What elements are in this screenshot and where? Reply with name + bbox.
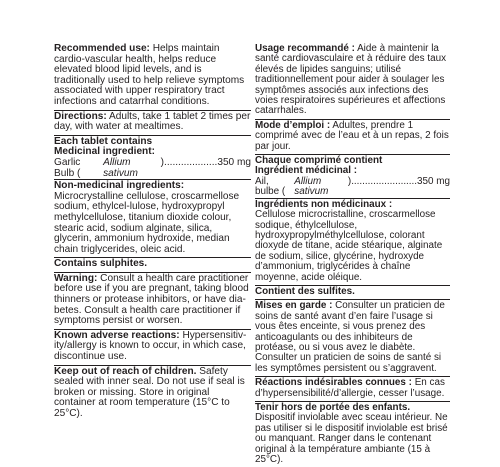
medicinal-ingredient-heading: Medicinal ingredient:	[54, 146, 155, 158]
french-column	[255, 44, 450, 467]
contient-sulfites: Contient des sulfites.	[255, 285, 355, 297]
ingredients-non-medicinaux-heading: Ingrédients non médicinaux :	[255, 198, 393, 210]
mises-en-garde: Mises en garde : Consulter un praticien de soins de santé avant d’en faire l’usage si vous êtes enceinte, si vous prenez des anticoagulants ou des inhibiteurs de protéase, ou si vous avez le diabète. Consulter un praticien de soins de santé si les symptômes persistent ou s’aggravent.	[255, 300, 445, 374]
chaque-comprime-heading: Chaque comprimé contient	[255, 155, 383, 167]
ingredient-medicinal-line: Ail, bulbe ( Allium sativum ) ........................ 350 mg	[255, 175, 450, 198]
ingredients-non-medicinaux: Cellulose microcristalline, croscarmellose sodique, éthylcellulose, hydroxypropylméthylcellulose, colorant dioxyde de titane, acide stéarique, alginate de sodium, silice, glycérine, hydroxyde d’ammonium, triglycérides à chaîne moyenne, acide oléique.	[255, 209, 443, 283]
recommended-use: Recommended use: Helps maintain cardio-vascular health, helps reduce elevated blood lipid levels, and is traditionally used to help relieve symptoms associated with upper respiratory tract infections and catarrhal conditions.	[54, 43, 245, 107]
keep-out-of-reach: Keep out of reach of children. Safety sealed with inner seal. Do not use if seal is broken or missing. Store in original container at room temperature (15°C to 25°C).	[54, 365, 245, 419]
mode-emploi: Mode d’emploi : Adultes, prendre 1 comprimé avec de l’eau et à un repas, 2 fois par jour.	[255, 119, 449, 152]
tenir-hors-portee: Tenir hors de portée des enfants. Dispositif inviolable avec sceau intérieur. Ne pas utiliser si le dispositif inviolable est brisé ou manquant. Ranger dans le contenant original à la température ambiante (15 à 25°C).	[255, 402, 448, 466]
usage-recommande: Usage recommandé : Aide à maintenir la santé cardiovasculaire et à réduire des taux élevés de lipides sanguins; utilisé traditionnellement pour aider à soulager les symptômes associés aux infections des voies respiratoires supérieures et affections catarrhales.	[255, 43, 447, 117]
each-tablet-heading: Each tablet contains	[54, 135, 153, 147]
directions: Directions: Adults, take 1 tablet 2 times per day, with water at mealtimes.	[54, 110, 251, 133]
english-column	[54, 44, 251, 422]
non-medicinal-ingredients: Non-medicinal ingredients: Microcrystalline cellulose, croscarmellose sodium, ethylcel-lulose, hydroxypropyl methylcellulose, titanium dioxide colour, stearic acid, sodium alginate, silica, glycerin, ammonium hydroxide, median chain triglycerides, oleic acid.	[54, 180, 240, 255]
reactions-indesirables: Réactions indésirables connues : En cas d’hypersensibilité/d’allergie, cesser l’usage.	[255, 377, 445, 399]
contains-sulphites: Contains sulphites.	[54, 258, 148, 270]
medicinal-ingredient-line: Garlic Bulb ( Allium sativum ) ................... 350 mg	[54, 156, 251, 179]
known-adverse-reactions: Known adverse reactions: Hypersensitiv-ity/allergy is known to occur, in which case, discontinue use.	[54, 329, 247, 363]
warning: Warning: Consult a health care practitioner before use if you are pregnant, taking blood thinners or protease inhibitors, or have dia-betes. Consult a health care practitioner if symptoms persist or worsen.	[54, 272, 249, 327]
ingredient-medicinal-heading: Ingrédient médicinal :	[255, 165, 358, 177]
